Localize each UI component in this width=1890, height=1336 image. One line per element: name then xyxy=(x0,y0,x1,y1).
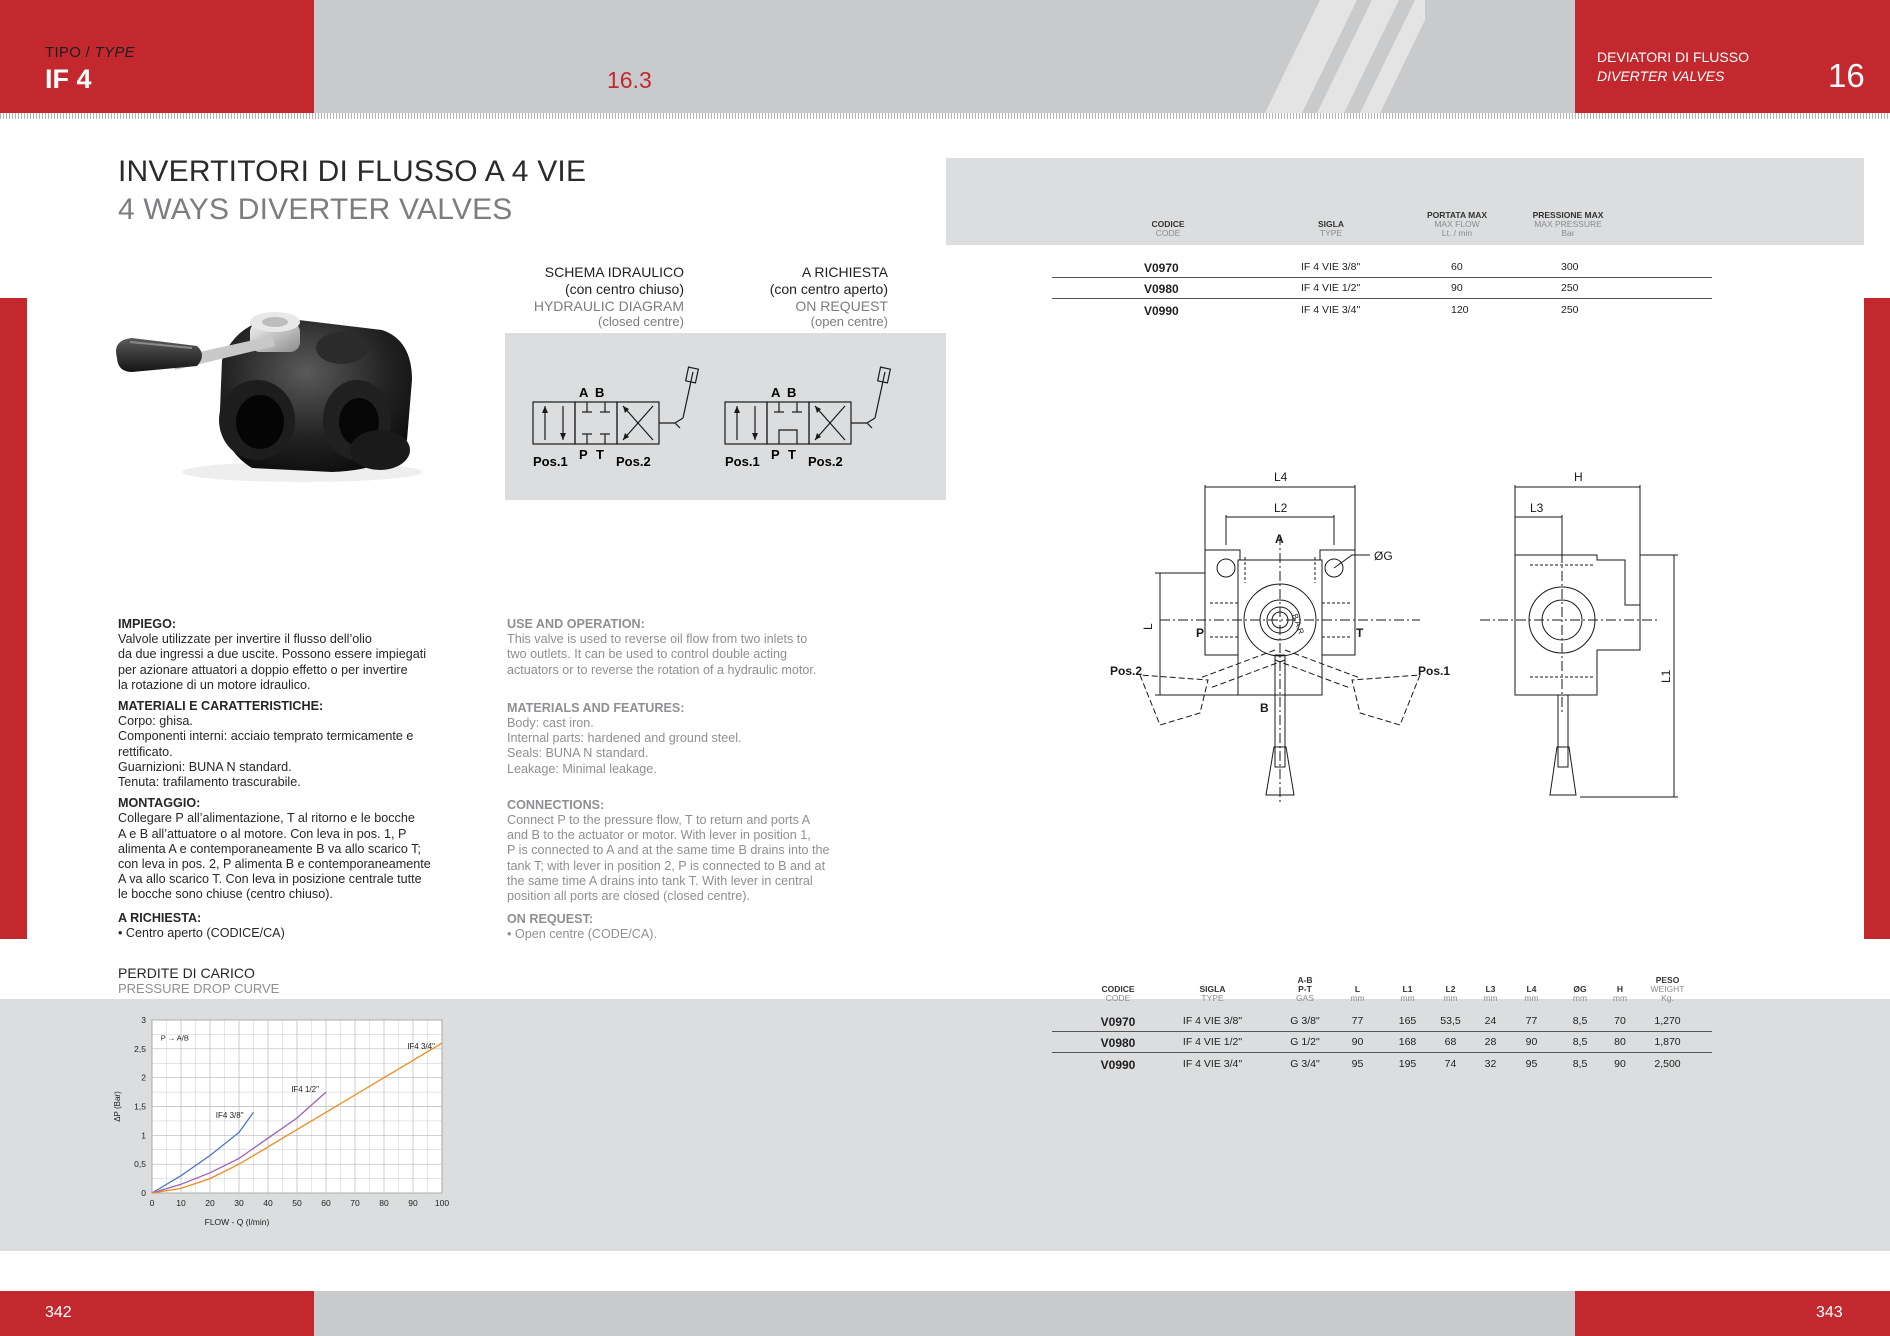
chart-legend-label: P → A/B xyxy=(160,1033,189,1043)
t2-cell-l1: 168 xyxy=(1398,1036,1417,1048)
t2-cell-gas: G 3/8" xyxy=(1290,1015,1320,1027)
table1-header-pressure xyxy=(1523,211,1613,238)
t1-code: V0990 xyxy=(1144,304,1179,318)
t2-cell-gas: G 1/2" xyxy=(1290,1036,1320,1048)
t2-cell-l3: 24 xyxy=(1484,1015,1497,1027)
t2-cell-h: 70 xyxy=(1614,1015,1626,1027)
t2-header-cell xyxy=(1390,985,1425,1003)
chart-series-label: IF4 3/4" xyxy=(407,1041,435,1051)
t1-flow: 120 xyxy=(1451,304,1469,316)
t1-h-type-en: TYPE xyxy=(1319,228,1343,238)
chart-x-tick: 30 xyxy=(234,1198,244,1208)
table1-header-flow xyxy=(1417,211,1497,238)
t2-cell-g: 8,5 xyxy=(1572,1058,1588,1070)
dim-og: ØG xyxy=(1374,549,1393,563)
chart-series-label: IF4 3/8" xyxy=(215,1111,244,1121)
connections-line: the same time A drains into tank T. With lever in central xyxy=(507,873,813,888)
port-b-label: B xyxy=(1260,701,1269,715)
chart-x-tick: 40 xyxy=(263,1198,273,1208)
t2-cell-h: 80 xyxy=(1614,1036,1626,1048)
title-en: 4 WAYS DIVERTER VALVES xyxy=(118,193,513,226)
schema-left-heading xyxy=(480,264,684,329)
materiali-line: Corpo: ghisa. xyxy=(118,714,193,729)
table2-row xyxy=(0,1015,1890,1029)
use-line: This valve is used to reverse oil flow from two inlets to xyxy=(507,632,808,647)
dim-h: H xyxy=(1574,470,1583,484)
pos1-label: Pos.1 xyxy=(1418,664,1451,678)
pos2-label: Pos.2 xyxy=(1110,664,1143,678)
t1-h-code-it: CODICE xyxy=(1151,219,1185,229)
impiego-title: IMPIEGO: xyxy=(118,617,177,631)
table1-row xyxy=(1052,261,1712,275)
t2-header-it: L2 xyxy=(1445,984,1456,994)
page-number-left: 342 xyxy=(45,1304,72,1321)
t2-header-it: SIGLA xyxy=(1199,984,1226,994)
chart-series-label: IF4 1/2" xyxy=(291,1085,319,1095)
tipo-label: TIPO xyxy=(45,44,82,61)
t2-header-cell xyxy=(1345,985,1370,1003)
t2-cell-l4: 90 xyxy=(1525,1036,1538,1048)
t2-cell-code: V0980 xyxy=(1100,1036,1136,1050)
t1-type: IF 4 VIE 3/4" xyxy=(1301,304,1361,316)
t2-header-en: GAS xyxy=(1296,993,1314,1003)
t1-code: V0970 xyxy=(1144,261,1179,275)
left-side-bar xyxy=(0,298,27,939)
materiali-line: Tenuta: trafilamento trascurabile. xyxy=(118,775,301,790)
t1-h-type-it: SIGLA xyxy=(1318,219,1344,229)
schema-right-heading xyxy=(690,264,888,329)
schema-right-sub-en: (open centre) xyxy=(810,314,888,329)
chart-x-label: FLOW - Q (l/min) xyxy=(204,1217,270,1227)
t2-header-en: mm xyxy=(1350,993,1365,1003)
t2-header-en: WEIGHT xyxy=(1650,984,1685,994)
diag1-port-t: T xyxy=(596,447,604,462)
use-line: actuators or to reverse the rotation of a hydraulic motor. xyxy=(507,662,817,677)
t1-type: IF 4 VIE 3/8" xyxy=(1301,261,1361,273)
chart-y-tick: 0 xyxy=(141,1188,146,1198)
t2-header-it: L3 xyxy=(1485,984,1496,994)
connections-line: tank T; with lever in position 2, P is connected to B and at xyxy=(507,858,826,873)
schema-left-sub-it: (con centro chiuso) xyxy=(564,281,684,297)
materiali-line: Guarnizioni: BUNA N standard. xyxy=(118,759,292,774)
footer-left-band xyxy=(0,1291,314,1336)
richiesta-line: • Centro aperto (CODICE/CA) xyxy=(118,925,285,940)
english-description xyxy=(507,617,847,943)
chart-x-tick: 10 xyxy=(176,1198,186,1208)
impiego-line: da due ingressi a due uscite. Possono essere impiegati xyxy=(118,647,427,662)
montaggio-line: con leva in pos. 2, P alimenta B e contemporaneamente xyxy=(118,857,431,872)
header-dotted-rule xyxy=(0,113,1890,119)
t2-header-cell xyxy=(1610,985,1630,1003)
montaggio-line: Collegare P all’alimentazione, T al ritorno e le bocche xyxy=(118,811,415,826)
t1-type: IF 4 VIE 1/2" xyxy=(1301,282,1361,294)
diag2-port-a: A xyxy=(771,385,781,400)
category-number: 16 xyxy=(1828,57,1865,94)
t2-cell-l2: 68 xyxy=(1444,1036,1457,1048)
t1-h-flow-en: MAX FLOW xyxy=(1434,219,1480,229)
table1-header-panel xyxy=(946,158,1864,245)
chart-x-tick: 90 xyxy=(408,1198,418,1208)
t1-pressure: 250 xyxy=(1561,304,1579,316)
t2-header-en: mm xyxy=(1612,993,1628,1003)
diag1-pos2: Pos.2 xyxy=(616,454,651,469)
table2-row xyxy=(0,1036,1890,1050)
t2-cell-l: 95 xyxy=(1351,1058,1364,1070)
hydraulic-diagram-closed-centre xyxy=(525,360,705,475)
diag2-pos1: Pos.1 xyxy=(725,454,760,469)
t1-h-pressure-en: MAX PRESSURE xyxy=(1534,219,1602,229)
t2-header-it: PESO xyxy=(1655,975,1680,985)
t2-header-en: mm xyxy=(1483,993,1498,1003)
impiego-line: per azionare attuatori a doppio effetto o per invertire xyxy=(118,662,408,677)
t2-header-it: L xyxy=(1354,984,1361,994)
t2-cell-code: V0990 xyxy=(1100,1058,1136,1072)
t2-cell-l: 77 xyxy=(1351,1015,1364,1027)
t2-header-it: ØG xyxy=(1573,984,1587,994)
t2-cell-g: 8,5 xyxy=(1572,1015,1588,1027)
title-it: INVERTITORI DI FLUSSO A 4 VIE xyxy=(118,155,587,188)
connections-line: position all ports are closed (closed centre). xyxy=(507,889,750,904)
materials-line: Leakage: Minimal leakage. xyxy=(507,761,657,776)
t2-header-cell xyxy=(1180,985,1245,1003)
chart-y-tick: 2 xyxy=(141,1072,146,1083)
request-title: ON REQUEST: xyxy=(507,912,594,927)
schema-right-sub-it: (con centro aperto) xyxy=(769,281,888,297)
dim-l4: L4 xyxy=(1274,470,1288,484)
chart-x-tick: 100 xyxy=(434,1198,450,1208)
t2-header-en: mm xyxy=(1400,993,1415,1003)
t2-cell-g: 8,5 xyxy=(1572,1036,1588,1048)
t2-header-it: CODICE xyxy=(1101,984,1135,994)
materials-line: Seals: BUNA N standard. xyxy=(507,746,649,761)
schema-right-title-it: A RICHIESTA xyxy=(801,264,888,280)
montaggio-line: A va allo scarico T. Con leva in posizione centrale tutte xyxy=(118,872,422,887)
dim-l3: L3 xyxy=(1530,501,1544,515)
footer-center-band xyxy=(314,1291,1575,1336)
richiesta-title: A RICHIESTA: xyxy=(118,910,202,925)
t2-header-cell xyxy=(1433,985,1468,1003)
curve-title-en: PRESSURE DROP CURVE xyxy=(118,981,280,996)
montaggio-title: MONTAGGIO: xyxy=(118,796,201,811)
connections-line: P is connected to A and at the same time B drains into the xyxy=(507,843,830,858)
t2-cell-l4: 95 xyxy=(1525,1058,1538,1070)
curve-title-it: PERDITE DI CARICO xyxy=(118,965,255,981)
page-number-right: 343 xyxy=(1816,1304,1843,1321)
materiali-title: MATERIALI E CARATTERISTICHE: xyxy=(118,699,324,714)
t1-h-code-en: CODE xyxy=(1155,228,1181,238)
t2-header-it: L4 xyxy=(1526,984,1537,994)
category-it: DEVIATORI DI FLUSSO xyxy=(1597,49,1749,65)
t2-cell-w: 1,270 xyxy=(1654,1015,1681,1027)
table1-divider xyxy=(1052,277,1712,278)
t2-cell-l: 90 xyxy=(1351,1036,1364,1048)
schema-left-sub-en: (closed centre) xyxy=(598,314,684,329)
t2-header-cell xyxy=(1078,985,1158,1003)
table1-header-type xyxy=(1296,220,1366,238)
t2-header-cell xyxy=(1280,976,1330,1003)
montaggio-line: le bocche sono chiuse (centro chiuso). xyxy=(118,887,333,902)
t2-cell-gas: G 3/4" xyxy=(1290,1058,1320,1070)
right-side-bar xyxy=(1864,298,1890,939)
chart-y-tick: 3 xyxy=(141,1015,146,1025)
schema-right-title-en: ON REQUEST xyxy=(795,298,888,314)
t2-cell-l3: 32 xyxy=(1484,1058,1497,1070)
chart-x-tick: 20 xyxy=(205,1198,215,1208)
t2-header-en: TYPE xyxy=(1201,993,1224,1003)
t2-cell-l4: 77 xyxy=(1525,1015,1538,1027)
diag2-port-t: T xyxy=(788,447,796,462)
table2-divider xyxy=(1052,1052,1712,1053)
diag1-port-b: B xyxy=(595,385,605,400)
impiego-line: Valvole utilizzate per invertire il flusso dell’olio xyxy=(118,632,372,647)
montaggio-line: alimenta A e contemporaneamente B va allo scarico T; xyxy=(118,841,421,856)
type-label: TIPO / TYPE xyxy=(45,44,135,61)
table1-row xyxy=(1052,304,1712,318)
t1-h-pressure-it: PRESSIONE MAX xyxy=(1532,210,1604,220)
diag2-port-p: P xyxy=(771,447,780,462)
t2-header-it: L1 xyxy=(1402,984,1413,994)
port-p-label: P xyxy=(1196,626,1205,640)
t2-cell-l1: 165 xyxy=(1398,1015,1417,1027)
table1-divider xyxy=(1052,298,1712,299)
t2-header-en: mm xyxy=(1572,993,1588,1003)
hydraulic-diagram-open-centre xyxy=(717,360,897,475)
t2-cell-h: 90 xyxy=(1614,1058,1626,1070)
chart-x-tick: 0 xyxy=(149,1198,155,1208)
t2-header-cell xyxy=(1565,985,1595,1003)
ring-text: B.A.R xyxy=(1290,612,1306,636)
t2-header-cell xyxy=(1519,985,1544,1003)
diag2-pos2: Pos.2 xyxy=(808,454,843,469)
chart-y-tick: 2,5 xyxy=(134,1043,146,1054)
chart-y-tick: 0,5 xyxy=(134,1159,146,1170)
schema-left-title-it: SCHEMA IDRAULICO xyxy=(544,264,684,280)
connections-line: and B to the actuator or motor. With lever in position 1, xyxy=(507,828,811,843)
t2-header-en: mm xyxy=(1524,993,1539,1003)
type-value: IF 4 xyxy=(45,64,92,94)
category-en: DIVERTER VALVES xyxy=(1597,68,1725,84)
t1-pressure: 300 xyxy=(1561,261,1579,273)
t2-cell-l3: 28 xyxy=(1484,1036,1497,1048)
italian-description xyxy=(118,617,448,941)
diag2-port-b: B xyxy=(787,385,797,400)
use-title: USE AND OPERATION: xyxy=(507,617,645,631)
diag1-port-a: A xyxy=(579,385,589,400)
t2-header-en: mm xyxy=(1443,993,1458,1003)
dim-l2: L2 xyxy=(1274,501,1288,515)
connections-line: Connect P to the pressure flow, T to return and ports A xyxy=(507,813,811,828)
header-stripes-graphic xyxy=(1265,0,1425,113)
t2-cell-l1: 195 xyxy=(1398,1058,1417,1070)
table1-header-code xyxy=(1133,220,1203,238)
t2-cell-w: 2,500 xyxy=(1654,1058,1681,1070)
materials-line: Body: cast iron. xyxy=(507,716,594,731)
t2-cell-code: V0970 xyxy=(1100,1015,1136,1029)
materiali-line: Componenti interni: acciaio temprato termicamente e xyxy=(118,729,414,744)
t2-header-en: CODE xyxy=(1105,993,1131,1003)
port-a-label: A xyxy=(1275,532,1284,546)
diag1-pos1: Pos.1 xyxy=(533,454,568,469)
t1-pressure: 250 xyxy=(1561,282,1579,294)
table2-divider xyxy=(1052,1031,1712,1032)
t1-h-pressure-unit: Bar xyxy=(1561,228,1575,238)
t2-cell-l2: 53,5 xyxy=(1440,1015,1461,1027)
schema-left-title-en: HYDRAULIC DIAGRAM xyxy=(533,298,684,314)
t1-code: V0980 xyxy=(1144,282,1179,296)
dim-l: L xyxy=(1141,623,1155,630)
t2-cell-type: IF 4 VIE 3/4" xyxy=(1182,1058,1243,1070)
section-number: 16.3 xyxy=(607,67,652,93)
chart-x-tick: 50 xyxy=(292,1198,302,1208)
use-line: two outlets. It can be used to control double acting xyxy=(507,647,788,662)
chart-x-tick: 80 xyxy=(379,1198,389,1208)
materials-line: Internal parts: hardened and ground steel. xyxy=(507,731,742,746)
t2-cell-l2: 74 xyxy=(1444,1058,1457,1070)
t1-h-flow-unit: Lt. / min xyxy=(1441,228,1473,238)
chart-y-tick: 1,5 xyxy=(134,1101,146,1112)
table2-row xyxy=(0,1058,1890,1072)
t1-flow: 60 xyxy=(1451,261,1463,273)
t2-header-unit: Kg. xyxy=(1661,993,1674,1003)
diag1-port-p: P xyxy=(579,447,588,462)
type-label-en: TYPE xyxy=(94,44,135,61)
impiego-line: la rotazione di un motore idraulico. xyxy=(118,677,311,692)
chart-x-tick: 70 xyxy=(350,1198,360,1208)
t2-cell-w: 1,870 xyxy=(1654,1036,1681,1048)
table1-row xyxy=(1052,282,1712,296)
materiali-line: rettificato. xyxy=(118,744,173,759)
t2-header-it2: P-T xyxy=(1298,984,1312,994)
t1-h-flow-it: PORTATA MAX xyxy=(1426,210,1488,220)
product-photo xyxy=(112,300,442,490)
chart-x-tick: 60 xyxy=(321,1198,331,1208)
t1-flow: 90 xyxy=(1451,282,1463,294)
materials-title: MATERIALS AND FEATURES: xyxy=(507,700,685,715)
t2-header-cell xyxy=(1645,976,1690,1003)
dim-l1: L1 xyxy=(1659,669,1673,683)
t2-header-it: H xyxy=(1616,984,1624,994)
t2-cell-type: IF 4 VIE 1/2" xyxy=(1182,1036,1243,1048)
connections-title: CONNECTIONS: xyxy=(507,797,605,812)
t2-cell-type: IF 4 VIE 3/8" xyxy=(1182,1015,1243,1027)
port-t-label: T xyxy=(1356,626,1364,640)
t2-header-it: A-B xyxy=(1297,975,1313,985)
montaggio-line: A e B all’attuatore o al motore. Con leva in pos. 1, P xyxy=(118,826,407,841)
chart-y-tick: 1 xyxy=(141,1130,146,1141)
footer-right-band xyxy=(1575,1291,1890,1336)
chart-y-label: ΔP (Bar) xyxy=(113,1091,122,1122)
technical-drawing xyxy=(1100,465,1700,815)
request-line: • Open centre (CODE/CA). xyxy=(507,927,657,942)
t2-header-cell xyxy=(1478,985,1503,1003)
